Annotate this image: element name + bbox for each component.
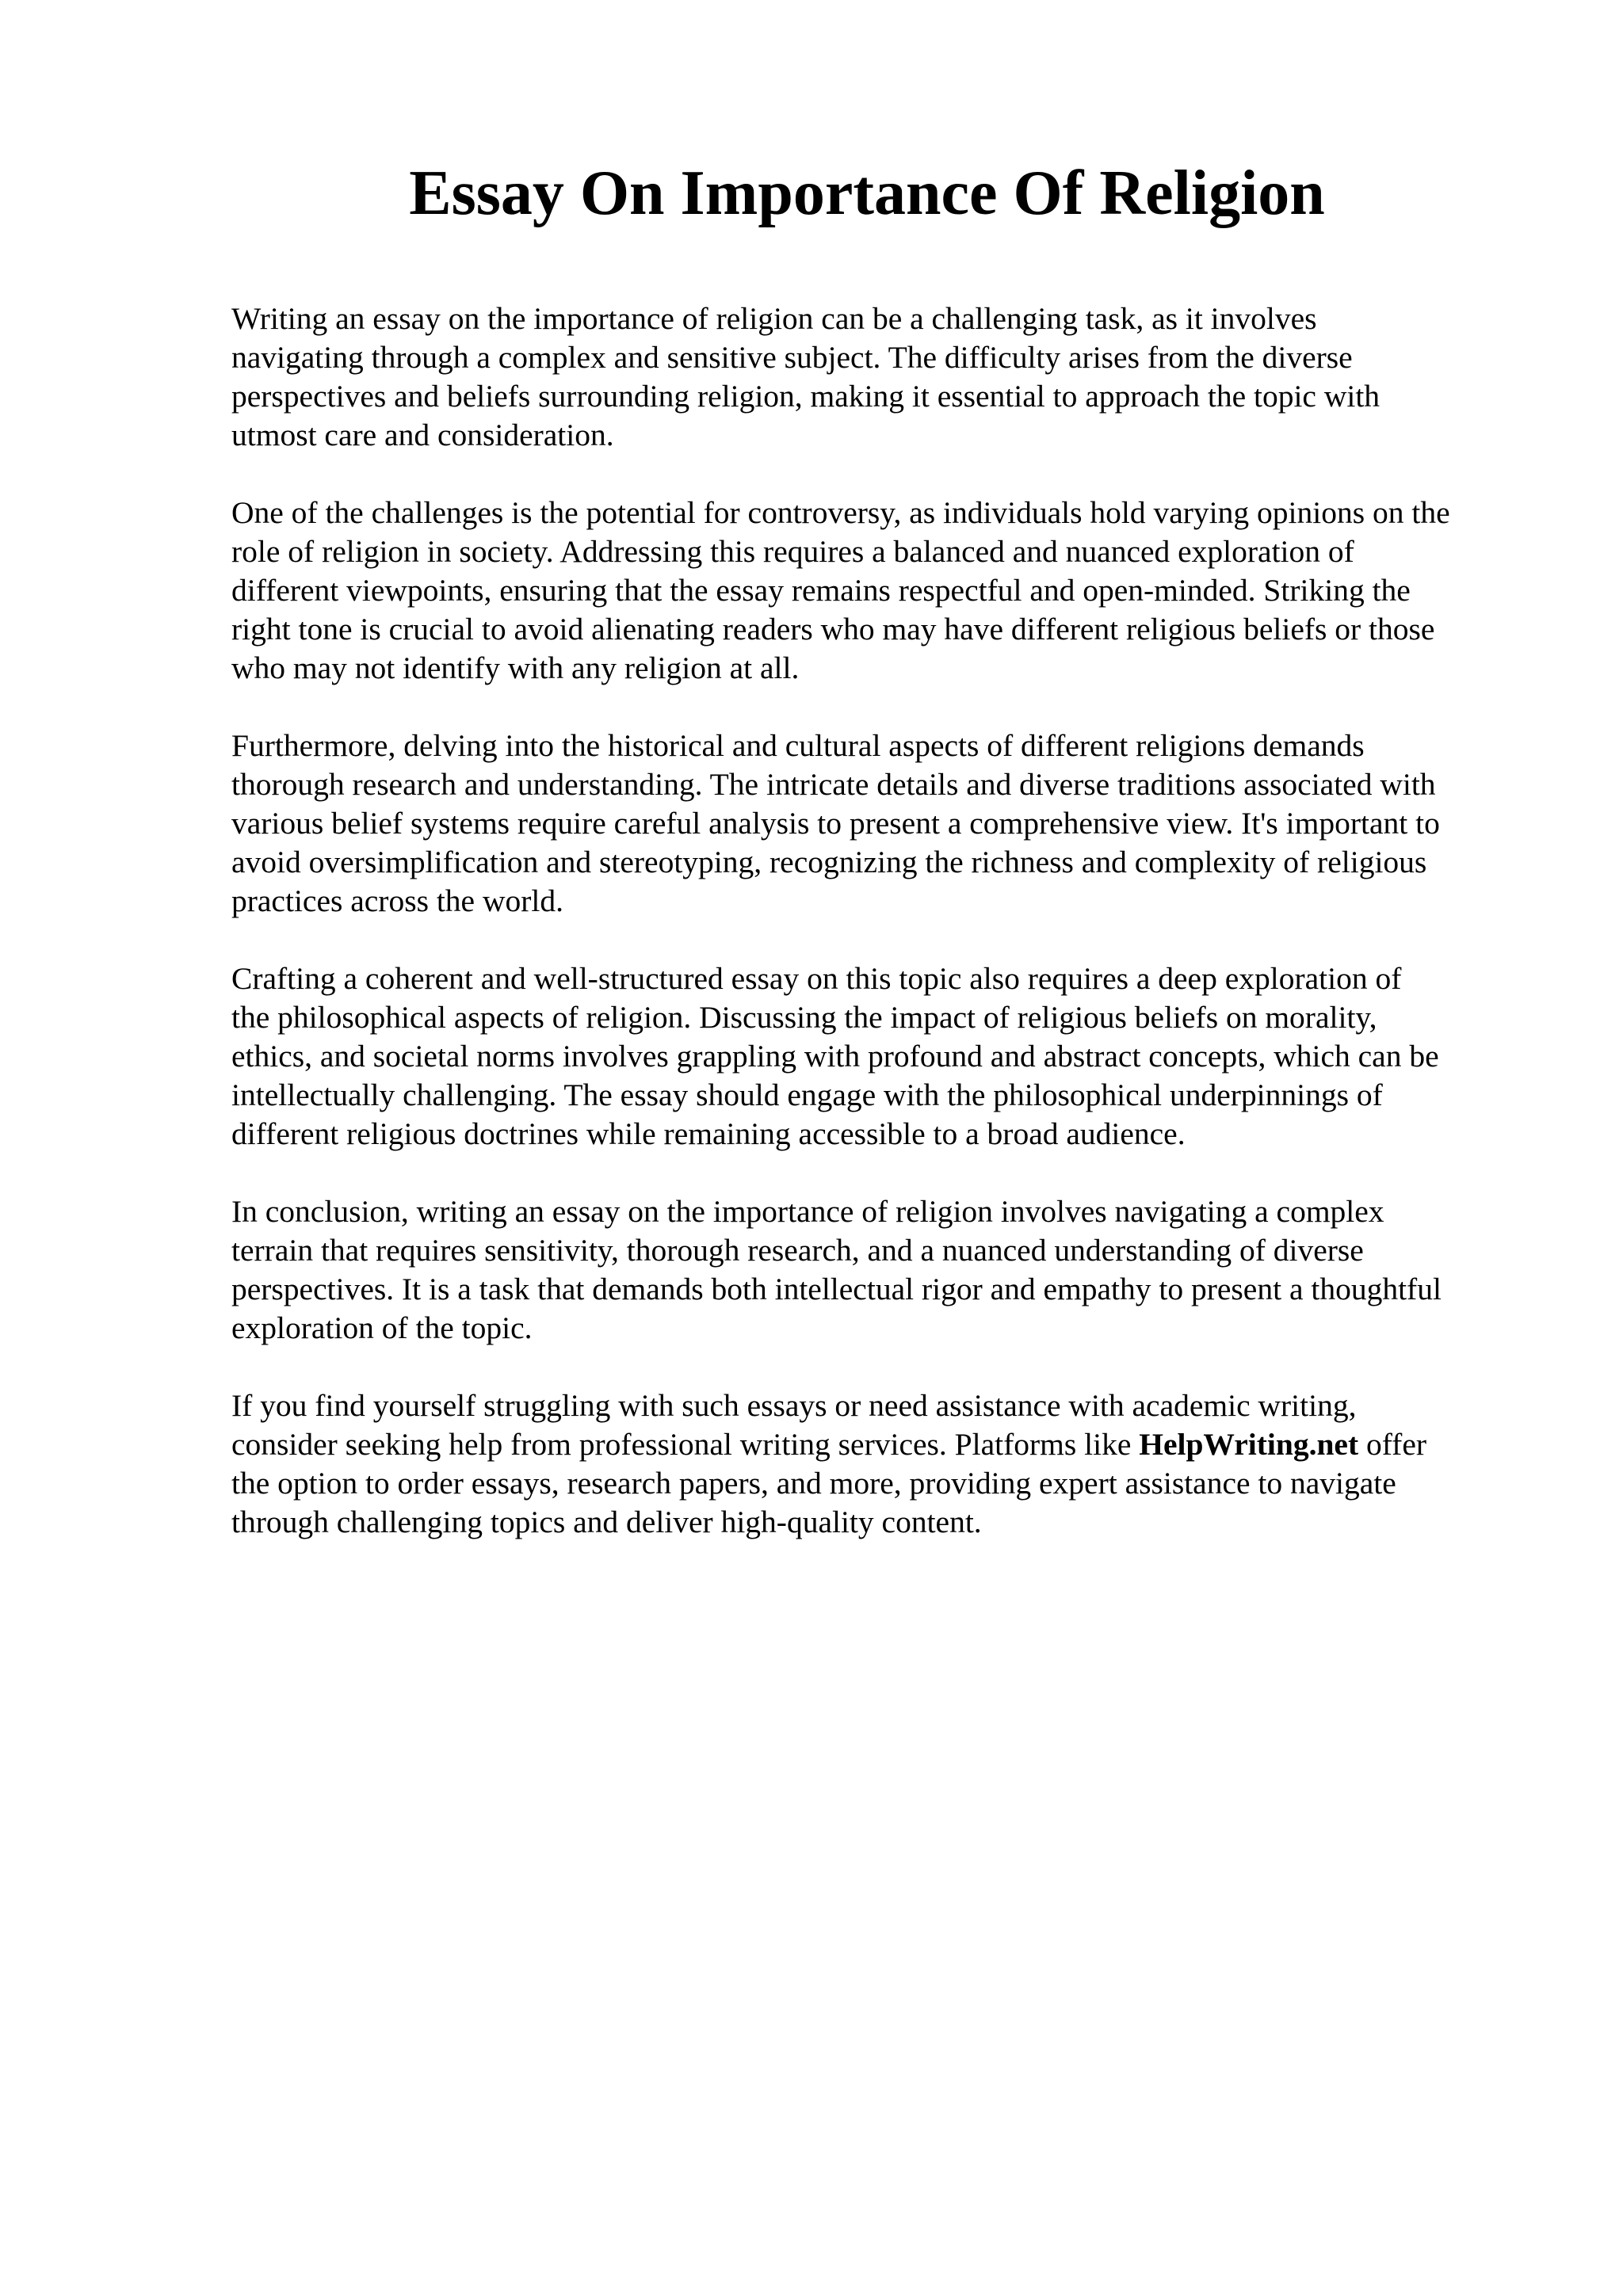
text-line: If you find yourself struggling with such essays or need assistance with academic writing, bbox=[231, 1388, 1357, 1423]
text-line: through challenging topics and deliver high-quality content. bbox=[231, 1505, 982, 1539]
text-line: exploration of the topic. bbox=[231, 1310, 533, 1345]
helpwriting-link[interactable]: HelpWriting.net bbox=[1139, 1427, 1359, 1462]
text-line: the philosophical aspects of religion. Discussing the impact of religious beliefs on morality, bbox=[231, 1000, 1377, 1035]
text-line: avoid oversimplification and stereotyping, recognizing the richness and complexity of religious bbox=[231, 845, 1427, 879]
text-line: perspectives. It is a task that demands both intellectual rigor and empathy to present a thoughtful bbox=[231, 1272, 1442, 1306]
text-line: intellectually challenging. The essay should engage with the philosophical underpinnings of bbox=[231, 1077, 1383, 1112]
paragraph-6 bbox=[231, 1386, 1515, 1542]
essay-body bbox=[231, 299, 1515, 1581]
text-line: who may not identify with any religion at all. bbox=[231, 650, 800, 685]
text-line-with-link bbox=[231, 1425, 1515, 1464]
text-line: terrain that requires sensitivity, thorough research, and a nuanced understanding of diverse bbox=[231, 1233, 1364, 1268]
page-title: Essay On Importance Of Religion bbox=[409, 158, 1325, 228]
text-line: perspectives and beliefs surrounding religion, making it essential to approach the topic with bbox=[231, 379, 1381, 414]
text-line: practices across the world. bbox=[231, 883, 563, 918]
text-line: various belief systems require careful analysis to present a comprehensive view. It's important to bbox=[231, 806, 1440, 841]
paragraph-2 bbox=[231, 494, 1515, 688]
paragraph-5 bbox=[231, 1192, 1515, 1348]
text-line: Writing an essay on the importance of religion can be a challenging task, as it involves bbox=[231, 301, 1317, 336]
text-line: right tone is crucial to avoid alienating readers who may have different religious beliefs or those bbox=[231, 612, 1435, 646]
text-line: Crafting a coherent and well-structured essay on this topic also requires a deep exploration of bbox=[231, 961, 1402, 996]
text-line: ethics, and societal norms involves grappling with profound and abstract concepts, which can be bbox=[231, 1039, 1439, 1074]
text-line: navigating through a complex and sensitive subject. The difficulty arises from the diverse bbox=[231, 340, 1353, 375]
text-line: different religious doctrines while remaining accessible to a broad audience. bbox=[231, 1116, 1186, 1151]
text-line: the option to order essays, research papers, and more, providing expert assistance to navigate bbox=[231, 1466, 1396, 1501]
text-line: One of the challenges is the potential for controversy, as individuals hold varying opinions on the bbox=[231, 495, 1450, 530]
text-line: role of religion in society. Addressing this requires a balanced and nuanced exploration of bbox=[231, 534, 1354, 569]
text-line: In conclusion, writing an essay on the importance of religion involves navigating a complex bbox=[231, 1194, 1384, 1229]
paragraph-3 bbox=[231, 727, 1515, 921]
paragraph-1 bbox=[231, 299, 1515, 455]
text-segment: offer bbox=[1358, 1427, 1427, 1462]
text-line: utmost care and consideration. bbox=[231, 418, 614, 452]
paragraph-4 bbox=[231, 959, 1515, 1154]
text-line: different viewpoints, ensuring that the essay remains respectful and open-minded. Striking the bbox=[231, 573, 1411, 608]
text-segment: consider seeking help from professional writing services. Platforms like bbox=[231, 1427, 1140, 1462]
text-line: thorough research and understanding. The intricate details and diverse traditions associated with bbox=[231, 767, 1436, 802]
text-line: Furthermore, delving into the historical and cultural aspects of different religions demands bbox=[231, 728, 1365, 763]
